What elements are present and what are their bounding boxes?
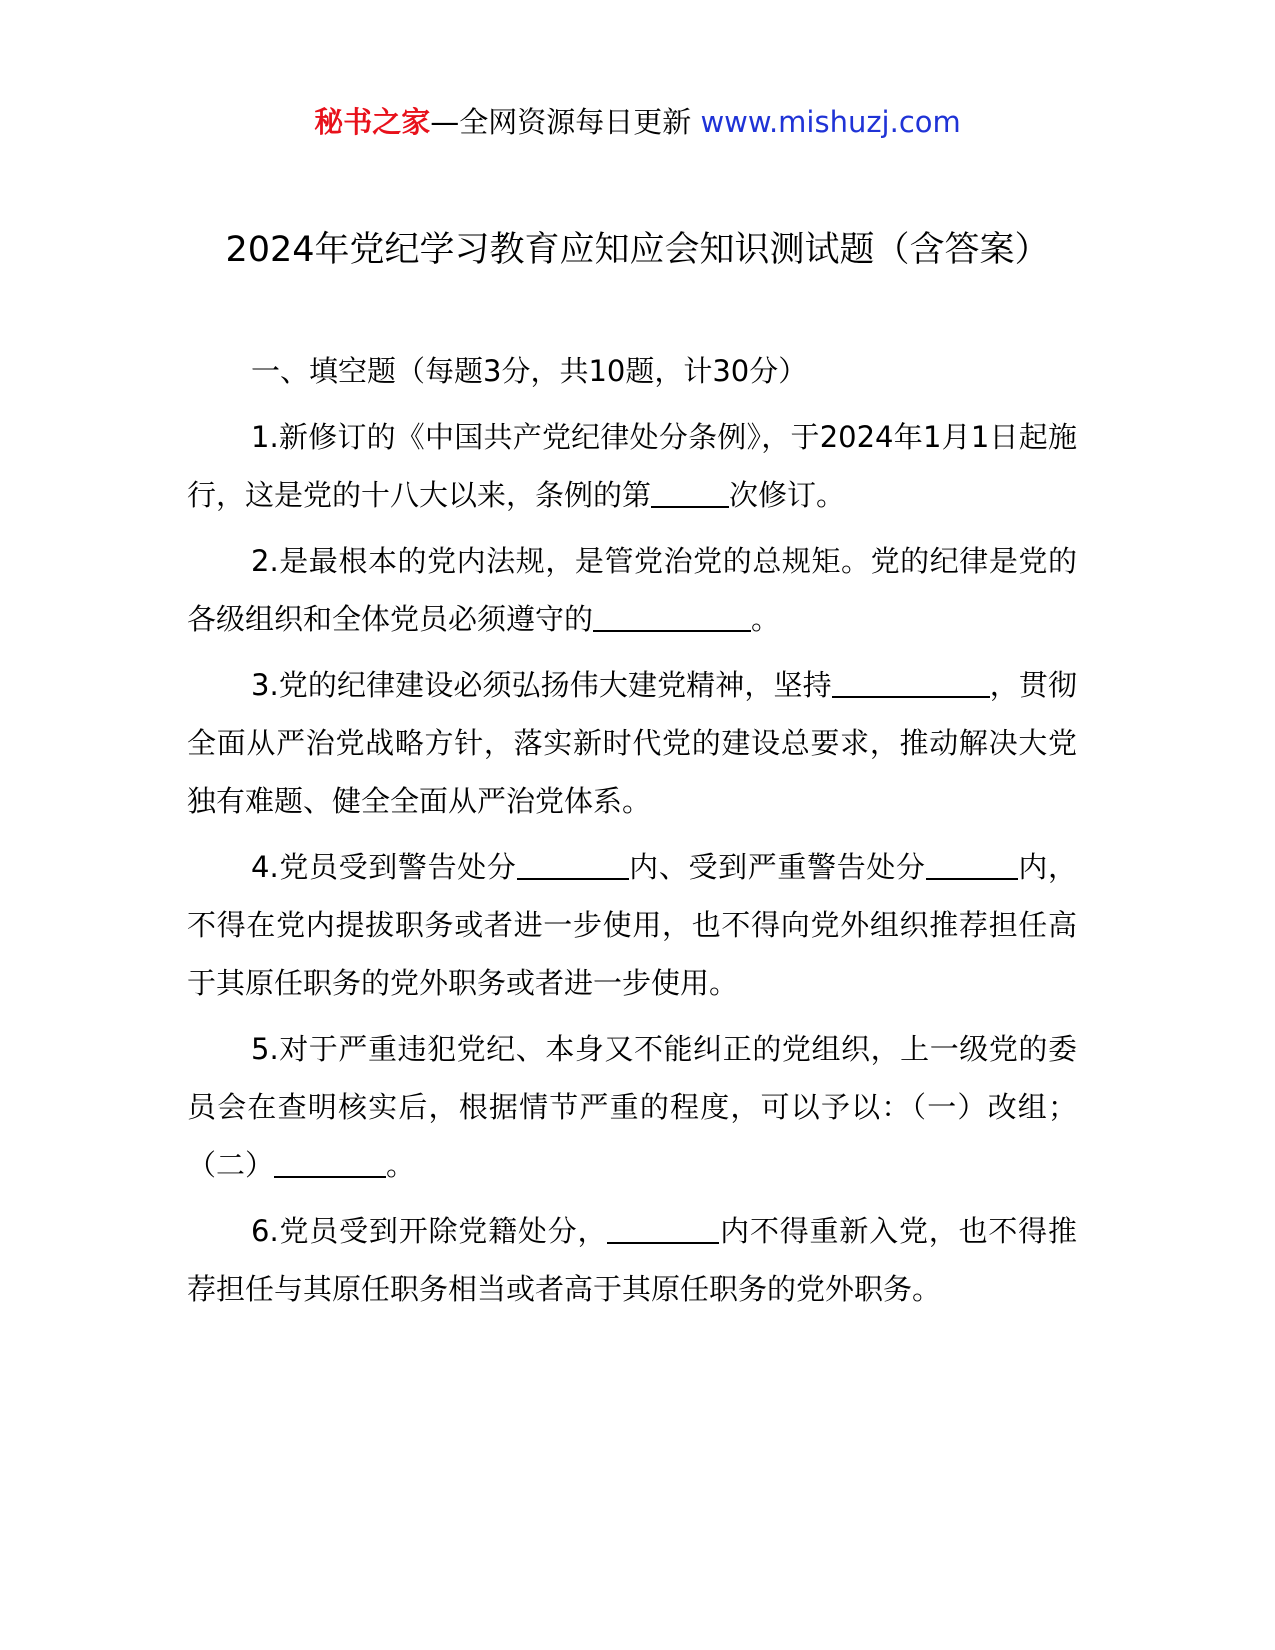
q6-text-before: 6.党员受到开除党籍处分， <box>251 1214 608 1248</box>
question-1 <box>187 408 1077 524</box>
banner-tagline: —全网资源每日更新 <box>430 105 692 139</box>
q5-text-before: 5.对于严重违犯党纪、本身又不能纠正的党组织，上一级党的委员会在查明核实后，根据情节严重的程度，可以予以：（一）改组；（二） <box>187 1032 1077 1182</box>
q4-answer-blank-1 <box>517 849 629 880</box>
q4-answer-blank-2-wrap <box>988 849 1018 880</box>
q3-text-after: ，贯彻全面从严治党战略方针，落实新时代党的建设总要求，推动解决大党独有难题、健全全面从严治党体系。 <box>187 668 1077 818</box>
q1-text-before: 1.新修订的《中国共产党纪律处分条例》，于2024年1月1日起施行，这是党的十八大以来，条例的第 <box>187 420 1077 512</box>
q4-text-after: 内，不得在党内提拔职务或者进一步使用，也不得向党外组织推荐担任高于其原任职务的党外职务或者进一步使用。 <box>187 850 1077 1000</box>
brand-name: 秘书之家 <box>314 105 431 139</box>
q2-text-before: 2.是最根本的党内法规，是管党治党的总规矩。党的纪律是党的各级组织和全体党员必须遵守的 <box>187 544 1077 636</box>
q6-text-after: 内不得重新入党，也不得推荐担任与其原任职务相当或者高于其原任职务的党外职务。 <box>187 1214 1077 1306</box>
q2-text-after: 。 <box>751 602 781 636</box>
q4-answer-blank-2 <box>926 849 988 880</box>
q6-answer-blank <box>607 1213 719 1244</box>
section-heading: 一、填空题（每题3分，共10题，计30分） <box>251 354 808 388</box>
question-5 <box>187 1020 1077 1194</box>
site-banner <box>0 100 1275 144</box>
site-url-link[interactable]: www.mishuzj.com <box>700 105 961 139</box>
question-2 <box>187 532 1077 648</box>
q3-answer-blank <box>832 667 990 698</box>
q3-text-before: 3.党的纪律建设必须弘扬伟大建党精神，坚持 <box>251 668 832 702</box>
q4-text-before: 4.党员受到警告处分 <box>251 850 517 884</box>
question-6 <box>187 1202 1077 1318</box>
q1-text-after: 次修订。 <box>729 478 846 512</box>
document-body <box>187 342 1077 1326</box>
q5-answer-blank <box>274 1147 386 1178</box>
q1-answer-blank <box>651 477 729 508</box>
question-3 <box>187 656 1077 830</box>
question-4 <box>187 838 1077 1012</box>
document-title: 2024年党纪学习教育应知应会知识测试题（含答案） <box>225 230 1050 270</box>
q5-text-after: 。 <box>386 1148 416 1182</box>
q2-answer-blank <box>593 601 751 632</box>
q4-text-middle: 内、受到严重警告处分 <box>628 850 926 884</box>
